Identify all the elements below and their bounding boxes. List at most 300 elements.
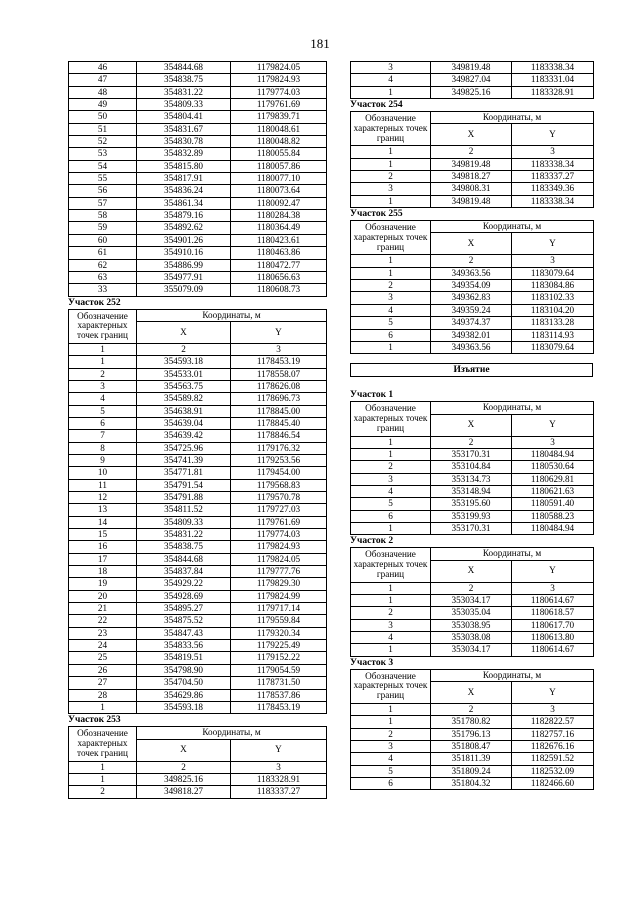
table-row bbox=[351, 522, 594, 534]
x-cell: 354830.78 bbox=[137, 136, 231, 148]
point-number-cell: 25 bbox=[69, 652, 137, 664]
column-number-cell: 3 bbox=[231, 761, 327, 773]
table-row bbox=[69, 356, 327, 368]
header-row bbox=[351, 548, 594, 560]
x-cell: 349362.83 bbox=[431, 292, 512, 304]
point-number-cell: 11 bbox=[69, 479, 137, 491]
table-row bbox=[351, 171, 594, 183]
table-row bbox=[69, 701, 327, 713]
y-cell: 1179176.32 bbox=[231, 442, 327, 454]
column-number-cell: 3 bbox=[512, 255, 594, 267]
x-header: X bbox=[431, 124, 512, 146]
y-cell: 1180614.67 bbox=[512, 644, 594, 656]
x-cell: 349382.01 bbox=[431, 329, 512, 341]
x-cell: 351811.39 bbox=[431, 753, 512, 765]
point-number-cell: 57 bbox=[69, 197, 137, 209]
point-number-cell: 58 bbox=[69, 210, 137, 222]
table-row bbox=[69, 652, 327, 664]
section-title: Участок 1 bbox=[350, 390, 394, 401]
table-row bbox=[351, 74, 594, 86]
x-cell: 354838.75 bbox=[137, 74, 231, 86]
table-row bbox=[351, 619, 594, 631]
y-header: Y bbox=[512, 233, 594, 255]
y-cell: 1183104.20 bbox=[512, 304, 594, 316]
point-number-cell: 63 bbox=[69, 271, 137, 283]
header-number-row bbox=[351, 582, 594, 594]
y-cell: 1182466.60 bbox=[512, 778, 594, 790]
x-cell: 354639.42 bbox=[137, 430, 231, 442]
y-cell: 1179054.59 bbox=[231, 664, 327, 676]
y-cell: 1179824.05 bbox=[231, 62, 327, 74]
x-header: X bbox=[137, 739, 231, 761]
page-number: 181 bbox=[310, 36, 330, 51]
y-cell: 1179727.03 bbox=[231, 504, 327, 516]
table-row bbox=[69, 111, 327, 123]
y-cell: 1178537.86 bbox=[231, 689, 327, 701]
x-cell: 354847.43 bbox=[137, 627, 231, 639]
point-number-cell: 49 bbox=[69, 99, 137, 111]
x-cell: 354844.68 bbox=[137, 62, 231, 74]
table-row bbox=[69, 417, 327, 429]
y-cell: 1179570.78 bbox=[231, 492, 327, 504]
point-number-cell: 3 bbox=[351, 473, 431, 485]
x-cell: 354809.33 bbox=[137, 516, 231, 528]
y-cell: 1179717.14 bbox=[231, 603, 327, 615]
coord-table bbox=[68, 61, 327, 297]
table-row bbox=[69, 479, 327, 491]
y-cell: 1178558.07 bbox=[231, 368, 327, 380]
y-cell: 1183337.27 bbox=[231, 786, 327, 798]
header-number-row bbox=[69, 761, 327, 773]
point-number-cell: 5 bbox=[69, 405, 137, 417]
table-row bbox=[69, 380, 327, 392]
y-cell: 1179568.83 bbox=[231, 479, 327, 491]
y-cell: 1179774.03 bbox=[231, 86, 327, 98]
y-cell: 1180608.73 bbox=[231, 284, 327, 296]
x-cell: 353104.84 bbox=[431, 461, 512, 473]
point-number-cell: 20 bbox=[69, 590, 137, 602]
point-number-cell: 14 bbox=[69, 516, 137, 528]
y-cell: 1182591.52 bbox=[512, 753, 594, 765]
x-cell: 349363.56 bbox=[431, 267, 512, 279]
point-number-cell: 3 bbox=[69, 380, 137, 392]
table-row bbox=[351, 62, 594, 74]
table-row bbox=[69, 640, 327, 652]
table-row bbox=[351, 473, 594, 485]
y-cell: 1180048.82 bbox=[231, 136, 327, 148]
y-cell: 1179761.69 bbox=[231, 99, 327, 111]
table-row bbox=[69, 222, 327, 234]
x-cell: 354901.26 bbox=[137, 234, 231, 246]
x-cell: 354819.51 bbox=[137, 652, 231, 664]
point-number-cell: 21 bbox=[69, 603, 137, 615]
table-row bbox=[351, 329, 594, 341]
coordinates-header: Координаты, м bbox=[431, 221, 594, 233]
x-cell: 349354.09 bbox=[431, 280, 512, 292]
x-cell: 354817.91 bbox=[137, 173, 231, 185]
table-row bbox=[69, 99, 327, 111]
x-cell: 354875.52 bbox=[137, 615, 231, 627]
point-number-cell: 27 bbox=[69, 677, 137, 689]
coord-rows bbox=[351, 669, 594, 790]
table-row bbox=[69, 689, 327, 701]
y-cell: 1180364.49 bbox=[231, 222, 327, 234]
header-row bbox=[351, 669, 594, 681]
y-header: Y bbox=[512, 414, 594, 436]
y-cell: 1180284.38 bbox=[231, 210, 327, 222]
table-row bbox=[351, 280, 594, 292]
point-number-cell: 60 bbox=[69, 234, 137, 246]
x-cell: 349363.56 bbox=[431, 341, 512, 353]
point-number-cell: 4 bbox=[351, 304, 431, 316]
point-number-cell: 3 bbox=[351, 183, 431, 195]
table-row bbox=[69, 664, 327, 676]
header-row bbox=[351, 221, 594, 233]
column-number-cell: 3 bbox=[231, 343, 327, 355]
coord-table bbox=[350, 111, 594, 208]
y-cell: 1180055.84 bbox=[231, 148, 327, 160]
point-number-cell: 1 bbox=[351, 448, 431, 460]
column-number-cell: 2 bbox=[431, 255, 512, 267]
point-number-cell: 23 bbox=[69, 627, 137, 639]
point-number-cell: 51 bbox=[69, 123, 137, 135]
y-cell: 1179761.69 bbox=[231, 516, 327, 528]
x-cell: 354815.80 bbox=[137, 160, 231, 172]
point-number-cell: 6 bbox=[69, 417, 137, 429]
x-cell: 353170.31 bbox=[431, 522, 512, 534]
y-cell: 1179824.93 bbox=[231, 74, 327, 86]
x-cell: 349819.48 bbox=[431, 158, 512, 170]
right-column bbox=[350, 61, 593, 790]
point-number-cell: 6 bbox=[351, 510, 431, 522]
x-cell: 354798.90 bbox=[137, 664, 231, 676]
x-cell: 354589.82 bbox=[137, 393, 231, 405]
point-number-cell: 5 bbox=[351, 765, 431, 777]
table-row bbox=[69, 234, 327, 246]
y-cell: 1178453.19 bbox=[231, 701, 327, 713]
x-cell: 354879.16 bbox=[137, 210, 231, 222]
point-number-cell: 26 bbox=[69, 664, 137, 676]
y-cell: 1180484.94 bbox=[512, 448, 594, 460]
y-cell: 1180614.67 bbox=[512, 594, 594, 606]
table-row bbox=[351, 498, 594, 510]
point-number-cell: 8 bbox=[69, 442, 137, 454]
table-row bbox=[69, 541, 327, 553]
point-label-header: Обозначение характерных точек границ bbox=[351, 112, 431, 146]
point-number-cell: 2 bbox=[69, 786, 137, 798]
table-row bbox=[69, 136, 327, 148]
x-cell: 349825.16 bbox=[137, 773, 231, 785]
x-cell: 354861.34 bbox=[137, 197, 231, 209]
y-cell: 1183079.64 bbox=[512, 267, 594, 279]
section-title: Участок 252 bbox=[68, 297, 121, 308]
x-cell: 354809.33 bbox=[137, 99, 231, 111]
y-cell: 1179454.00 bbox=[231, 467, 327, 479]
x-cell: 349827.04 bbox=[431, 74, 512, 86]
y-cell: 1180656.63 bbox=[231, 271, 327, 283]
point-number-cell: 1 bbox=[351, 594, 431, 606]
point-number-cell: 3 bbox=[351, 619, 431, 631]
table-row bbox=[351, 195, 594, 207]
section-title: Участок 255 bbox=[350, 209, 403, 220]
coordinates-header: Координаты, м bbox=[137, 309, 327, 321]
x-cell: 354886.99 bbox=[137, 259, 231, 271]
y-cell: 1183349.36 bbox=[512, 183, 594, 195]
coordinates-header: Координаты, м bbox=[431, 112, 594, 124]
table-row bbox=[69, 259, 327, 271]
y-cell: 1180077.10 bbox=[231, 173, 327, 185]
y-cell: 1179320.34 bbox=[231, 627, 327, 639]
point-label-header: Обозначение характерных точек границ bbox=[69, 727, 137, 761]
y-cell: 1180618.57 bbox=[512, 607, 594, 619]
y-cell: 1178626.08 bbox=[231, 380, 327, 392]
column-number-cell: 1 bbox=[351, 255, 431, 267]
point-number-cell: 13 bbox=[69, 504, 137, 516]
x-cell: 354895.27 bbox=[137, 603, 231, 615]
table-row bbox=[351, 267, 594, 279]
y-cell: 1182676.16 bbox=[512, 741, 594, 753]
y-cell: 1182822.57 bbox=[512, 716, 594, 728]
coord-table bbox=[68, 726, 327, 798]
table-row bbox=[69, 454, 327, 466]
table-row bbox=[351, 448, 594, 460]
x-cell: 354831.67 bbox=[137, 123, 231, 135]
point-number-cell: 4 bbox=[351, 485, 431, 497]
table-row bbox=[351, 753, 594, 765]
table-row bbox=[69, 504, 327, 516]
y-cell: 1180530.64 bbox=[512, 461, 594, 473]
x-cell: 354741.39 bbox=[137, 454, 231, 466]
y-header: Y bbox=[231, 321, 327, 343]
table-row bbox=[69, 603, 327, 615]
point-number-cell: 47 bbox=[69, 74, 137, 86]
point-number-cell: 5 bbox=[351, 498, 431, 510]
header-number-row bbox=[351, 704, 594, 716]
table-row bbox=[69, 553, 327, 565]
point-number-cell: 53 bbox=[69, 148, 137, 160]
x-cell: 349825.16 bbox=[431, 86, 512, 98]
point-number-cell: 55 bbox=[69, 173, 137, 185]
point-number-cell: 1 bbox=[351, 644, 431, 656]
table-row bbox=[351, 741, 594, 753]
column-number-cell: 3 bbox=[512, 582, 594, 594]
table-row bbox=[351, 183, 594, 195]
table-row bbox=[351, 607, 594, 619]
x-cell: 354831.22 bbox=[137, 529, 231, 541]
x-cell: 354639.04 bbox=[137, 417, 231, 429]
point-number-cell: 9 bbox=[69, 454, 137, 466]
coord-table bbox=[350, 61, 594, 99]
y-cell: 1179253.56 bbox=[231, 454, 327, 466]
y-cell: 1179559.84 bbox=[231, 615, 327, 627]
section-title: Участок 254 bbox=[350, 100, 403, 111]
x-cell: 353195.60 bbox=[431, 498, 512, 510]
y-header: Y bbox=[512, 682, 594, 704]
x-cell: 354838.75 bbox=[137, 541, 231, 553]
y-cell: 1183338.34 bbox=[512, 195, 594, 207]
x-cell: 353170.31 bbox=[431, 448, 512, 460]
table-row bbox=[351, 158, 594, 170]
withdrawal-heading: Изъятие bbox=[350, 363, 593, 377]
point-number-cell: 2 bbox=[351, 280, 431, 292]
column-number-cell: 1 bbox=[351, 146, 431, 158]
point-number-cell: 56 bbox=[69, 185, 137, 197]
x-header: X bbox=[431, 233, 512, 255]
table-row bbox=[69, 74, 327, 86]
y-cell: 1179225.49 bbox=[231, 640, 327, 652]
y-cell: 1180048.61 bbox=[231, 123, 327, 135]
table-row bbox=[351, 292, 594, 304]
x-cell: 354811.52 bbox=[137, 504, 231, 516]
x-cell: 354977.91 bbox=[137, 271, 231, 283]
column-number-cell: 1 bbox=[351, 704, 431, 716]
point-number-cell: 52 bbox=[69, 136, 137, 148]
point-number-cell: 12 bbox=[69, 492, 137, 504]
y-cell: 1183338.34 bbox=[512, 158, 594, 170]
table-row bbox=[69, 62, 327, 74]
x-cell: 354629.86 bbox=[137, 689, 231, 701]
header-number-row bbox=[351, 436, 594, 448]
x-cell: 354704.50 bbox=[137, 677, 231, 689]
y-cell: 1180588.23 bbox=[512, 510, 594, 522]
table-row bbox=[69, 86, 327, 98]
x-header: X bbox=[431, 560, 512, 582]
x-cell: 354638.91 bbox=[137, 405, 231, 417]
column-number-cell: 2 bbox=[137, 343, 231, 355]
x-cell: 354929.22 bbox=[137, 578, 231, 590]
x-cell: 354533.01 bbox=[137, 368, 231, 380]
y-header: Y bbox=[231, 739, 327, 761]
table-row bbox=[69, 773, 327, 785]
y-cell: 1183337.27 bbox=[512, 171, 594, 183]
x-cell: 354833.56 bbox=[137, 640, 231, 652]
point-number-cell: 33 bbox=[69, 284, 137, 296]
point-number-cell: 61 bbox=[69, 247, 137, 259]
table-row bbox=[69, 393, 327, 405]
y-cell: 1180472.77 bbox=[231, 259, 327, 271]
x-cell: 353034.17 bbox=[431, 594, 512, 606]
x-cell: 354593.18 bbox=[137, 701, 231, 713]
coord-rows bbox=[69, 309, 327, 714]
y-cell: 1183338.34 bbox=[512, 62, 594, 74]
table-row bbox=[69, 197, 327, 209]
x-cell: 354836.24 bbox=[137, 185, 231, 197]
section-title: Участок 2 bbox=[350, 536, 394, 547]
point-number-cell: 1 bbox=[351, 267, 431, 279]
y-cell: 1179774.03 bbox=[231, 529, 327, 541]
point-number-cell: 3 bbox=[351, 62, 431, 74]
point-number-cell: 1 bbox=[69, 701, 137, 713]
point-number-cell: 28 bbox=[69, 689, 137, 701]
point-number-cell: 3 bbox=[351, 741, 431, 753]
table-row bbox=[351, 304, 594, 316]
table-row bbox=[351, 485, 594, 497]
coord-rows bbox=[351, 548, 594, 656]
y-cell: 1180613.80 bbox=[512, 632, 594, 644]
point-number-cell: 1 bbox=[351, 522, 431, 534]
table-row bbox=[69, 247, 327, 259]
section-title: Участок 3 bbox=[350, 657, 394, 668]
header-number-row bbox=[351, 146, 594, 158]
table-row bbox=[351, 510, 594, 522]
coord-rows bbox=[69, 62, 327, 297]
y-cell: 1180073.64 bbox=[231, 185, 327, 197]
point-label-header: Обозначение характерных точек границ bbox=[351, 221, 431, 255]
table-row bbox=[69, 677, 327, 689]
point-number-cell: 17 bbox=[69, 553, 137, 565]
x-cell: 351809.24 bbox=[431, 765, 512, 777]
y-cell: 1178845.00 bbox=[231, 405, 327, 417]
x-cell: 353199.93 bbox=[431, 510, 512, 522]
table-row bbox=[69, 368, 327, 380]
x-cell: 354832.89 bbox=[137, 148, 231, 160]
x-cell: 349818.27 bbox=[137, 786, 231, 798]
point-number-cell: 1 bbox=[351, 86, 431, 98]
x-header: X bbox=[431, 682, 512, 704]
y-cell: 1180617.70 bbox=[512, 619, 594, 631]
table-row bbox=[351, 594, 594, 606]
table-row bbox=[351, 317, 594, 329]
column-number-cell: 1 bbox=[69, 761, 137, 773]
point-number-cell: 1 bbox=[351, 195, 431, 207]
column-number-cell: 1 bbox=[69, 343, 137, 355]
table-row bbox=[69, 271, 327, 283]
table-row bbox=[351, 632, 594, 644]
table-row bbox=[69, 467, 327, 479]
coord-table bbox=[350, 220, 594, 354]
point-number-cell: 1 bbox=[69, 773, 137, 785]
y-cell: 1180463.86 bbox=[231, 247, 327, 259]
y-cell: 1180092.47 bbox=[231, 197, 327, 209]
y-cell: 1178846.54 bbox=[231, 430, 327, 442]
y-cell: 1183084.86 bbox=[512, 280, 594, 292]
x-cell: 354837.84 bbox=[137, 566, 231, 578]
table-row bbox=[69, 173, 327, 185]
point-number-cell: 22 bbox=[69, 615, 137, 627]
y-cell: 1179839.71 bbox=[231, 111, 327, 123]
point-number-cell: 15 bbox=[69, 529, 137, 541]
point-number-cell: 2 bbox=[351, 171, 431, 183]
y-cell: 1179824.05 bbox=[231, 553, 327, 565]
point-number-cell: 50 bbox=[69, 111, 137, 123]
x-cell: 354910.16 bbox=[137, 247, 231, 259]
point-label-header: Обозначение характерных точек границ bbox=[351, 669, 431, 703]
coordinates-header: Координаты, м bbox=[137, 727, 327, 739]
point-number-cell: 62 bbox=[69, 259, 137, 271]
y-cell: 1180591.40 bbox=[512, 498, 594, 510]
x-cell: 349819.48 bbox=[431, 195, 512, 207]
point-number-cell: 2 bbox=[351, 728, 431, 740]
x-cell: 354791.88 bbox=[137, 492, 231, 504]
x-cell: 353035.04 bbox=[431, 607, 512, 619]
y-cell: 1179824.93 bbox=[231, 541, 327, 553]
column-number-cell: 2 bbox=[431, 704, 512, 716]
coord-table bbox=[350, 401, 594, 535]
table-row bbox=[69, 615, 327, 627]
x-cell: 353034.17 bbox=[431, 644, 512, 656]
x-cell: 351804.32 bbox=[431, 778, 512, 790]
y-cell: 1183133.28 bbox=[512, 317, 594, 329]
table-row bbox=[351, 86, 594, 98]
y-cell: 1183102.33 bbox=[512, 292, 594, 304]
column-number-cell: 3 bbox=[512, 704, 594, 716]
point-number-cell: 6 bbox=[351, 778, 431, 790]
x-cell: 354771.81 bbox=[137, 467, 231, 479]
header-row bbox=[69, 727, 327, 739]
spacer bbox=[350, 377, 593, 389]
x-cell: 349808.31 bbox=[431, 183, 512, 195]
coordinates-header: Координаты, м bbox=[431, 548, 594, 560]
